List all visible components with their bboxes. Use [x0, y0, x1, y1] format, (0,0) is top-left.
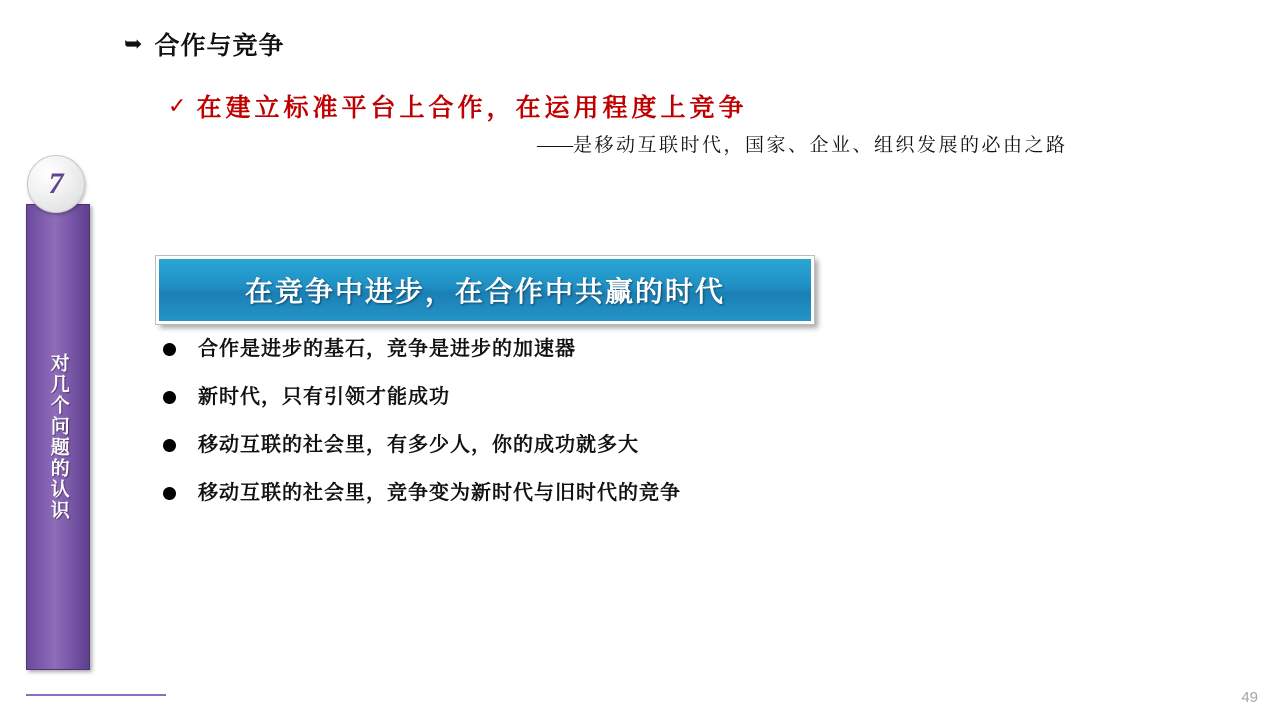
highlight-banner [156, 256, 814, 324]
section-number-badge [27, 155, 85, 213]
list-item [163, 433, 1063, 457]
list-item-label: 移动互联的社会里，竞争变为新时代与旧时代的竞争 [198, 482, 681, 504]
heading-primary [124, 26, 284, 62]
heading-secondary [168, 88, 747, 124]
subnote [537, 130, 1068, 157]
bullet-dot-icon [163, 391, 176, 404]
list-item [163, 481, 1063, 505]
heading-secondary-label: 在建立标准平台上合作，在运用程度上竞争 [196, 94, 748, 122]
bullet-list [163, 337, 1063, 529]
page-number: 49 [1241, 689, 1258, 706]
decorative-rule [26, 694, 166, 696]
arrow-bullet-icon: ➥ [124, 31, 143, 56]
section-tab [26, 204, 90, 670]
subnote-label: 是移动互联时代，国家、企业、组织发展的必由之路 [573, 135, 1068, 156]
list-item [163, 337, 1063, 361]
list-item-label: 新时代，只有引领才能成功 [198, 386, 450, 408]
check-mark-icon: ✓ [168, 93, 187, 118]
list-item-label: 合作是进步的基石，竞争是进步的加速器 [198, 338, 576, 360]
section-number-label: 7 [48, 167, 64, 200]
bullet-dot-icon [163, 439, 176, 452]
list-item [163, 385, 1063, 409]
highlight-banner-label: 在竞争中进步，在合作中共赢的时代 [244, 276, 725, 307]
section-tab-label: 对几个问题的认识 [47, 353, 69, 521]
heading-primary-label: 合作与竞争 [154, 32, 285, 60]
bullet-dot-icon [163, 343, 176, 356]
subnote-dash: —— [537, 135, 571, 156]
list-item-label: 移动互联的社会里，有多少人，你的成功就多大 [198, 434, 639, 456]
bullet-dot-icon [163, 487, 176, 500]
